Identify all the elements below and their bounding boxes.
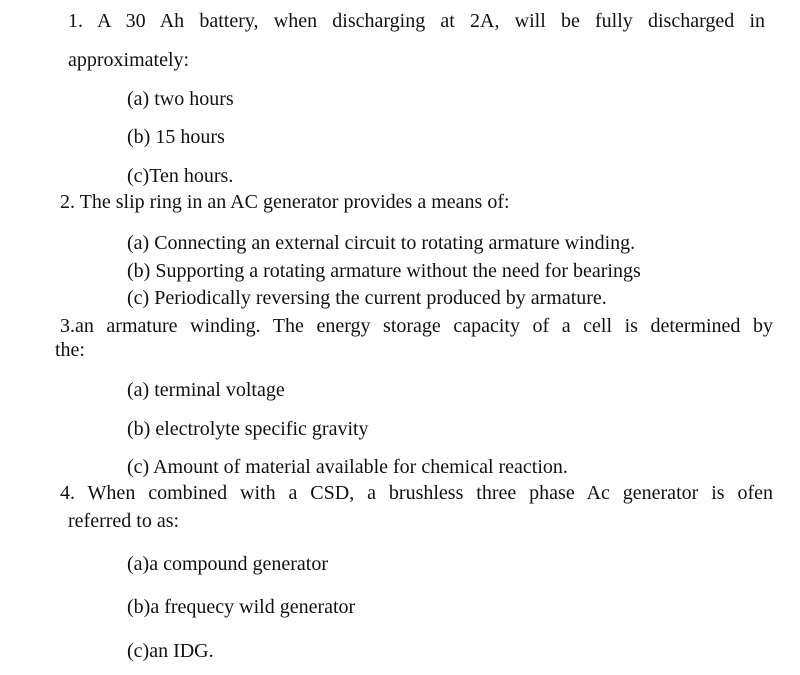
question-3-option-b: (b) electrolyte specific gravity [127,418,369,440]
question-4-stem: 4. When combined with a CSD, a brushless three phase Ac generator is ofen [60,482,773,504]
question-3-option-c: (c) Amount of material available for chemical reaction. [127,456,568,478]
question-1-stem: 1. A 30 Ah battery, when discharging at 2A, will be fully discharged in [68,10,765,32]
question-3-stem-continued: the: [55,339,85,361]
question-3-option-a: (a) terminal voltage [127,379,285,401]
question-3-stem: 3.an armature winding. The energy storage capacity of a cell is determined by [60,315,773,337]
question-2-option-b: (b) Supporting a rotating armature without the need for bearings [127,260,641,282]
question-1-option-c: (c)Ten hours. [127,165,234,187]
question-4-option-a: (a)a compound generator [127,553,329,575]
question-2-stem: 2. The slip ring in an AC generator provides a means of: [60,191,510,213]
question-4-option-b: (b)a frequecy wild generator [127,596,356,618]
question-2-option-a: (a) Connecting an external circuit to rotating armature winding. [127,232,636,254]
question-1-option-b: (b) 15 hours [127,126,225,148]
question-1-option-a: (a) two hours [127,88,234,110]
question-1-stem-continued: approximately: [68,49,190,71]
question-2-option-c: (c) Periodically reversing the current produced by armature. [127,287,607,309]
question-4-stem-continued: referred to as: [68,510,180,532]
question-4-option-c: (c)an IDG. [127,640,214,662]
